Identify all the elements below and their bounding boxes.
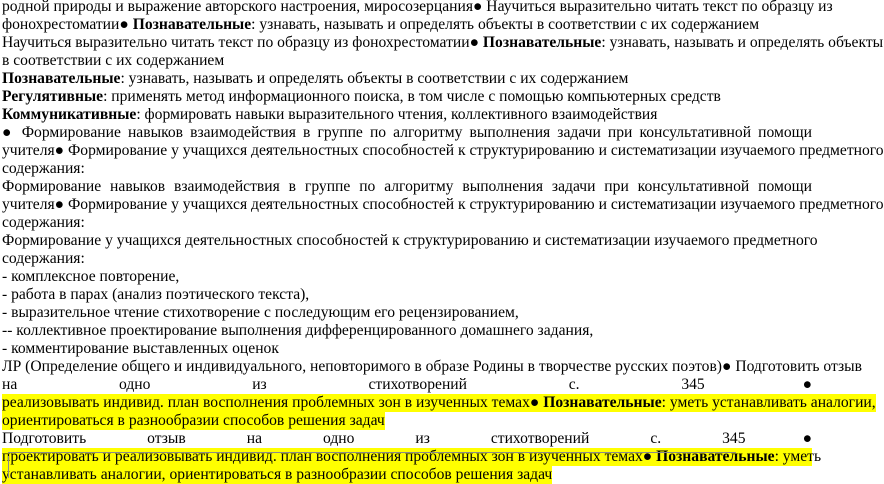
horizontal-rule <box>8 452 736 453</box>
text-line <box>2 394 876 412</box>
bold-term: Познавательные <box>132 16 252 33</box>
text-run: содержания: <box>2 160 85 177</box>
text-line <box>2 358 862 376</box>
highlighted-text <box>2 394 876 412</box>
text-line <box>2 322 812 340</box>
text-line <box>2 178 812 196</box>
text-line <box>2 268 812 286</box>
text-line <box>2 106 812 124</box>
text-run: фонохрестоматии● <box>2 16 133 33</box>
text-run: : формировать навыки выразительного чтения, коллективного взаимодействия <box>136 106 658 123</box>
text-run: ● Формирование навыков взаимодействия в группе по алгоритму выполнения задачи при консультативной помощи <box>2 124 812 141</box>
text-line <box>2 196 884 214</box>
text-run: на одно из стихотворений с. 345● <box>2 376 812 393</box>
text-line <box>2 0 833 16</box>
text-run: : применять метод информационного поиска, в том числе с помощью компьютерных средств <box>103 88 721 105</box>
bold-term: Регулятивные <box>2 88 104 105</box>
text-run: в соответствии с их содержанием <box>2 52 225 69</box>
text-line <box>2 448 822 466</box>
highlighted-text <box>2 466 552 484</box>
text-line <box>2 52 812 70</box>
text-run: ориентироваться в разнообразии способов решения задач <box>2 412 385 429</box>
text-line <box>2 124 812 142</box>
text-run: Формирование у учащихся деятельностных способностей к структурированию и систематизации изучаемого предметного <box>2 232 818 249</box>
text-run: Формирование навыков взаимодействия в группе по алгоритму выполнения задачи при консультативной помощи <box>2 178 812 195</box>
bold-term: Коммуникативные <box>2 106 137 123</box>
text-run: - комплексное повторение, <box>2 268 180 285</box>
text-line <box>2 232 818 250</box>
text-line <box>2 70 812 88</box>
text-run: ЛР (Определение общего и индивидуального, неповторимого в образе Родины в творчестве русских поэтов)● Подготовить отзыв <box>2 358 862 375</box>
text-line <box>2 412 812 430</box>
text-run: Научиться выразительно читать текст по образцу из фонохрестоматии● <box>2 34 483 51</box>
text-run: учителя● Формирование у учащихся деятельностных способностей к структурированию и систематизации изучаемого предметного <box>2 196 884 213</box>
text-line <box>2 376 812 394</box>
text-run: - работа в парах (анализ поэтического текста), <box>2 286 310 303</box>
text-run: содержания: <box>2 250 85 267</box>
text-run: Подготовить отзыв на одно из стихотворений с. 345● <box>2 430 812 447</box>
text-run: - комментирование выставленных оценок <box>2 340 279 357</box>
text-line <box>2 250 812 268</box>
text-run: : узнавать, называть и определять объекты в соответствии с их содержанием <box>120 70 629 87</box>
paragraph-marker <box>8 456 9 478</box>
text-run: проектировать и реализовывать индивид. план восполнения проблемных зон в изученных темах● <box>2 448 657 465</box>
text-line <box>2 214 812 232</box>
text-line <box>2 304 812 322</box>
text-run: родной природы и выражение авторского настроения, миросозерцания● Научиться выразительно читать текст по образцу из <box>2 0 833 15</box>
text-line <box>2 430 812 448</box>
text-line <box>2 34 884 52</box>
text-run: - выразительное чтение стихотворение с последующим его рецензированием, <box>2 304 519 321</box>
text-line <box>2 142 884 160</box>
text-line <box>2 160 812 178</box>
text-run: реализовывать индивид. план восполнения проблемных зон в изученных темах● <box>2 394 544 411</box>
text-run: : узнавать, называть и определять объекты в соответствии с их содержанием <box>251 16 760 33</box>
highlighted-text <box>2 448 822 466</box>
text-run: : уметь устанавливать аналогии, <box>661 394 876 411</box>
text-run: : узнавать, называть и определять объекты <box>601 34 884 51</box>
text-run: учителя● Формирование у учащихся деятельностных способностей к структурированию и систематизации изучаемого предметного <box>2 142 884 159</box>
text-line <box>2 88 812 106</box>
bold-term: Познавательные <box>482 34 602 51</box>
highlighted-text <box>2 412 385 430</box>
text-line <box>2 286 812 304</box>
bold-term: Познавательные <box>656 448 775 465</box>
bold-term: Познавательные <box>2 70 121 87</box>
text-run: : уметь <box>774 448 822 465</box>
bold-term: Познавательные <box>543 394 662 411</box>
text-run: устанавливать аналогии, ориентироваться в разнообразии способов решения задач <box>2 466 553 483</box>
text-line <box>2 16 812 34</box>
text-run: содержания: <box>2 214 85 231</box>
text-line <box>2 466 812 484</box>
text-run: -- коллективное проектирование выполнения дифференцированного домашнего задания, <box>2 322 594 339</box>
text-line <box>2 340 812 358</box>
